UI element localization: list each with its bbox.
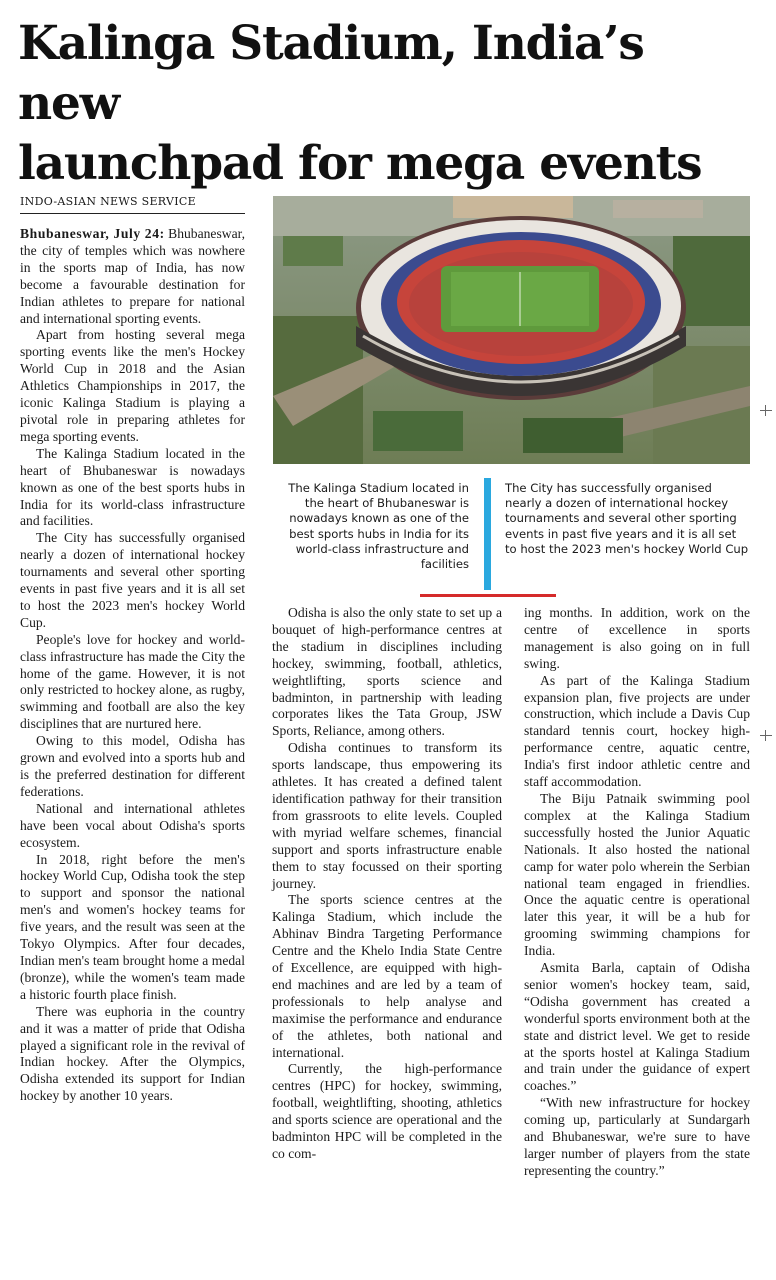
article-paragraph: Apart from hosting several mega sporting events like the men's Hockey World Cup in 2018 and the Asian Athletics Championships in 2017, the iconic Kalinga Stadium is playing a pivotal role in preparing athletes for mega sporting events. [20,327,245,444]
stadium-photo [273,196,750,464]
article-column-2 [272,605,502,1163]
photo-caption-left: The Kalinga Stadium located in the heart of Bhubaneswar is nowadays known as one of the best sports hubs in India for its world-class infrastructure and facilities [288,481,469,572]
article-paragraph: National and international athletes have been vocal about Odisha's sports ecosystem. [20,800,245,850]
caption-divider [484,478,491,590]
article-column-1 [20,226,245,1105]
article-paragraph: People's love for hockey and world-class infrastructure has made the City the home of the game. However, it is not only restricted to hockey alone, as rugby, swimming and football are also the key disciplines that are nurtured here. [20,631,245,732]
registration-mark [765,405,766,416]
headline [18,14,758,194]
stadium-aerial-illustration [273,196,750,464]
article-paragraph: There was euphoria in the country and it was a matter of pride that Odisha played a significant role in the revival of Indian hockey. After the Olympics, Odisha extended its support for Indian hockey by another 10 years. [20,1003,245,1104]
article-paragraph: The City has successfully organised nearly a dozen of international hockey tournaments and several other sporting events in past five years and it is all set to host the 2023 men's hockey World Cup. [20,530,245,630]
article-paragraph: Odisha continues to transform its sports landscape, thus empowering its athletes. It has created a defined talent identification pathway for their transition from grassroots to elite levels. Coupled with myriad welfare schemes, financial support and sports infrastructure enable them to stay focussed on their sporting journey. [272,740,502,891]
registration-mark [760,410,772,411]
article-paragraph: As part of the Kalinga Stadium expansion plan, five projects are under construction, which include a Davis Cup standard tennis court, hockey high-performance centre, aquatic centre, India's first indoor athletic centre and staff accommodation. [524,672,750,790]
registration-mark [765,730,766,741]
byline: INDO-ASIAN NEWS SERVICE [20,195,245,214]
article-paragraph: Odisha is also the only state to set up a bouquet of high-performance centres at the stadium in disciplines including hockey, swimming, football, athletics, weightlifting, sports science and badminton, in partnership with leading corporates likes the Tata Group, JSW Sports, Reliance, among others. [272,605,502,739]
article-paragraph: “With new infrastructure for hockey coming up, particularly at Sundargarh and Bhubaneswar, we're sure to have larger number of players from the state representing the country.” [524,1095,750,1178]
headline-line-1: Kalinga Stadium, India’s new [18,16,644,131]
article-paragraph-continued: ing months. In addition, work on the centre of excellence in sports management is also going on in full swing. [524,605,750,671]
paragraph-text: Bhubaneswar, the city of temples which was nowhere in the sports map of India, has now become a favourable destination for Indian athletes to prepare for national and international sporting events. [20,226,245,326]
article-column-3 [524,605,750,1180]
headline-line-2: launchpad for mega events [18,136,702,191]
article-paragraph: Owing to this model, Odisha has grown and evolved into a sports hub and is the preferred destination for different federations. [20,733,245,799]
article-paragraph: In 2018, right before the men's hockey World Cup, Odisha took the step to support and sponsor the national men's and women's hockey teams for five years, and the result was seen at the Tokyo Olympics. After four decades, Indian men's team brought home a medal (bronze), while the women's team made a historic fourth place finish. [20,851,245,1002]
article-paragraph: Currently, the high-performance centres (HPC) for hockey, swimming, football, weightlifting, shooting, athletics and sports science are operational and the badminton HPC will be completed in the co com- [272,1061,502,1161]
dateline: Bhubaneswar, July 24: [20,226,165,241]
registration-mark [760,735,772,736]
caption-underline [420,594,556,597]
photo-caption-right: The City has successfully organised nearly a dozen of international hockey tournaments and several other sporting events in past five years and it is all set to host the 2023 men's hockey World Cup [505,481,749,556]
article-paragraph: Asmita Barla, captain of Odisha senior women's hockey team, said, “Odisha government has created a wonderful sports environment both at the state and district level. We get to reside at the sports hostel at Kalinga Stadium and train under the guidance of expert coaches.” [524,960,750,1094]
article-paragraph: The Biju Patnaik swimming pool complex at the Kalinga Stadium successfully hosted the Junior Aquatic Nationals. It also hosted the national camp for water polo wherein the Serbian national team engaged in friendlies. Once the aquatic centre is operational later this year, it will be a hub for grooming swimming champions for India. [524,790,750,959]
article-paragraph: The sports science centres at the Kalinga Stadium, which include the Abhinav Bindra Targeting Performance Centre and the Khelo India State Centre of Excellence, are equipped with high-end machines and are led by a team of professionals to help analyse and maximise the performance and endurance of the athletes, both national and international. [272,892,502,1060]
article-paragraph: The Kalinga Stadium located in the heart of Bhubaneswar is nowadays known as one of the best sports hubs in India for its world-class infrastructure and facilities. [20,445,245,529]
article-paragraph [20,226,245,327]
